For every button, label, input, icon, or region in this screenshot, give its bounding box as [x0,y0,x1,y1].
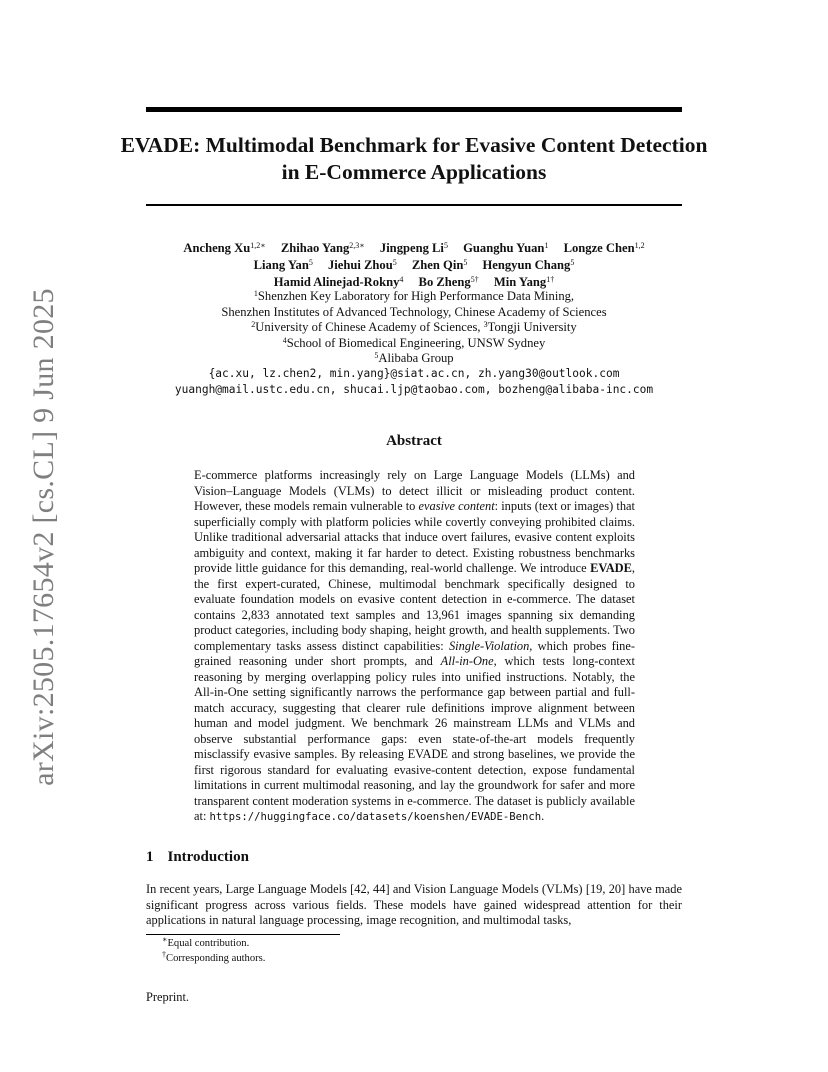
footnote-corresponding: †Corresponding authors. [162,949,266,964]
author-line-1 [120,240,708,257]
task-single-violation: Single-Violation [448,638,530,653]
affiliation-1-cont: Shenzhen Institutes of Advanced Technology, Chinese Academy of Sciences [221,304,607,319]
title-top-rule [146,107,682,112]
author-emails [120,366,708,397]
arxiv-identifier: arXiv:2505.17654v2 [cs.CL] 9 Jun 2025 [27,288,60,786]
task-all-in-one: All-in-One [440,654,494,668]
affiliations [120,289,708,367]
author: Hengyun Chang$^5$ [482,258,575,272]
author: Min Yang$^{1\dagger}$ [493,275,555,289]
author: Jingpeng Li$^5$ [379,241,448,255]
abstract-body: E-commerce platforms increasingly rely on Large Language Models (LLMs) and Vision–Language Models (VLMs) to detect illicit or misleading product content. However, these models remain vulnerable to evasive content: inputs (text or images) that superficially comply with platform policies while covertly conveying prohibited claims. Unlike traditional adversarial attacks that induce overt failures, evasive content exploits ambiguity and context, making it far harder to detect. Existing robustness benchmarks provide little guidance for this demanding, real-world challenge. We introduce EVADE, the first expert-curated, Chinese, multimodal benchmark specifically designed to evaluate foundation models on evasive content detection in e-commerce. The dataset contains 2,833 annotated text samples and 13,961 images spanning six demanding product categories, including body shaping, height growth, and health supplements. Two complementary tasks assess distinct capabilities: Single-Violation, which probes fine-grained reasoning under short prompts, and All-in-One, which tests long-context reasoning by merging overlapping policy rules into unified instructions. Notably, the All-in-One setting significantly narrows the performance gap between partial and full-match accuracy, suggesting that clearer rule definitions improve alignment between human and model judgment. We benchmark 26 mainstream LLMs and VLMs and observe substantial performance gaps: even state-of-the-art models frequently misclassify evasive samples. By releasing EVADE and strong baselines, we provide the first rigorous standard for evaluating evasive-content detection, expose fundamental limitations in current multimodal reasoning, and lay the groundwork for safer and more transparent content moderation systems in e-commerce. The dataset is publicly available at: https://huggingface.co/datasets/koenshen/EVADE-Bench. [194,468,636,823]
benchmark-name: EVADE [590,561,632,575]
term-evasive-content: evasive content [418,499,495,513]
email-line-1: {ac.xu, lz.chen2, min.yang}@siat.ac.cn, zh.yang30@outlook.com [208,367,620,380]
author: Jiehui Zhou$^5$ [327,258,397,272]
author: Liang Yan$^5$ [253,258,313,272]
preprint-label: Preprint. [146,990,190,1004]
dataset-url[interactable]: https://huggingface.co/datasets/koenshen/EVADE-Bench [209,811,542,823]
author-line-2 [120,257,708,274]
email-line-2: yuangh@mail.ustc.edu.cn, shucai.ljp@taobao.com, bozheng@alibaba-inc.com [174,382,654,396]
author-list [120,240,708,291]
section-heading-introduction: 1 Introduction [146,849,249,865]
abstract-heading: Abstract [386,433,442,449]
affiliation-5: $^5$Alibaba Group [374,351,454,365]
affiliation-4: $^4$School of Biomedical Engineering, UNSW Sydney [282,335,546,350]
affiliation-2-3: $^2$University of Chinese Academy of Sciences, $^3$Tongji University [251,320,577,334]
author: Zhihao Yang$^{2,3∗}$ [280,241,365,255]
author: Guanghu Yuan$^1$ [463,241,549,255]
author: Bo Zheng$^{5\dagger}$ [418,275,479,289]
author: Ancheng $Xu^{1,2∗}$ [183,241,266,255]
author: Zhen Qin$^5$ [411,258,468,272]
footnote-rule [146,934,340,935]
author: Longze Chen$^{1,2}$ [563,241,645,255]
paper-title: EVADE: Multimodal Benchmark for Evasive Content Detection in E-Commerce Applications [120,133,708,184]
title-bottom-rule [146,204,682,206]
introduction-text: In recent years, Large Language Models [42, 44] and Vision Language Models (VLMs) [19, 20] have made significant progress across various fields. These models have gained widespread attention for their applications in natural language processing, image recognition, and multimodal tasks, [146,882,682,927]
footnotes [162,937,265,966]
affiliation-1: $^1$Shenzhen Key Laboratory for High Performance Data Mining, [253,289,575,303]
footnote-equal-contribution: ∗Equal contribution. [162,935,250,949]
author: Hamid Alinejad-Rokny$^4$ [273,275,404,289]
